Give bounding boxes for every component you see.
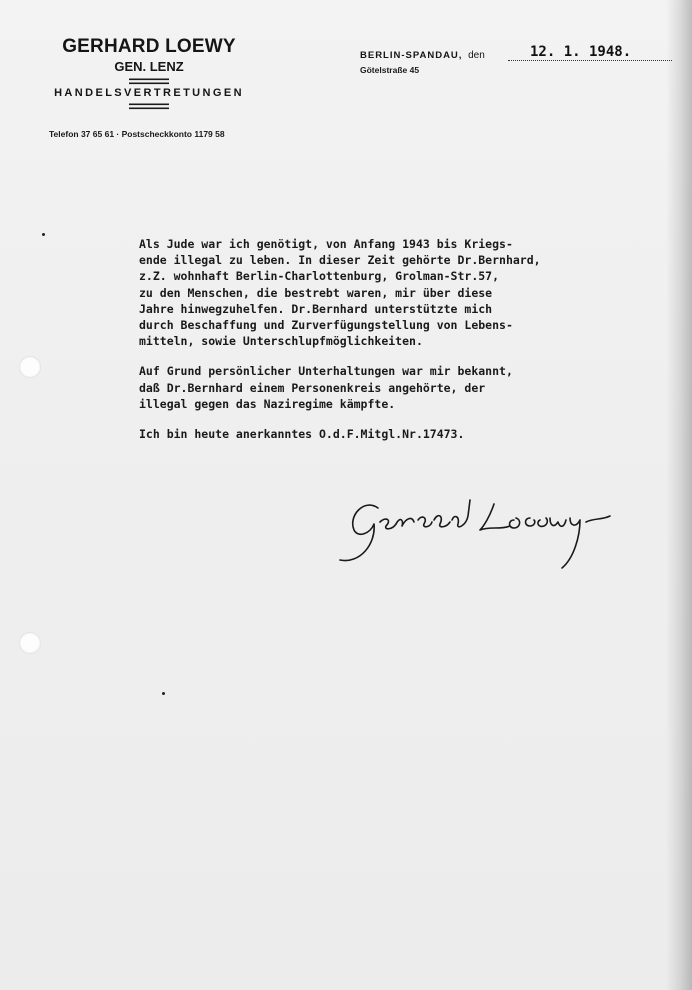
body-paragraph-1: Als Jude war ich genötigt, von Anfang 1943 bis Kriegs- ende illegal zu leben. In dieser Zeit gehörte Dr.Bernhard, z.Z. wohnhaft Berlin-Charlottenburg, Grolman-Str.57, zu den Menschen, die bestrebt waren, mir über diese Jahre hinwegzuhelfen. Dr.Bernhard unterstützte mich durch Beschaffung und Zurverfügungstellung von Lebens- mitteln, sowie Unterschlupfmöglichkeiten. [139, 237, 541, 349]
ornament-rule-icon [129, 103, 169, 110]
letterhead [49, 36, 249, 112]
company-name: GERHARD LOEWY [62, 36, 236, 57]
city: BERLIN-SPANDAU, [360, 50, 463, 61]
body-paragraph-2: Auf Grund persönlicher Unterhaltungen war mir bekannt, daß Dr.Bernhard einem Personenkreis angehörte, der illegal gegen das Naziregime kämpfte. [139, 364, 513, 411]
ornament-rule-icon [129, 78, 169, 85]
handwritten-signature [334, 486, 624, 576]
page-edge-shadow [666, 0, 692, 990]
letter-date: 12. 1. 1948. [530, 44, 632, 60]
place-date-block [360, 44, 670, 75]
den-label: den [468, 50, 485, 61]
street-address: Götelstraße 45 [360, 65, 420, 75]
body-paragraph-3: Ich bin heute anerkanntes O.d.F.Mitgl.Nr.17473. [139, 427, 465, 442]
punch-hole [19, 632, 41, 654]
company-subname: GEN. LENZ [114, 59, 184, 74]
ink-speck [42, 233, 45, 236]
date-dotted-line [508, 60, 672, 61]
letter-body [139, 236, 669, 456]
company-trade: HANDELSVERTRETUNGEN [54, 87, 244, 99]
punch-hole [19, 356, 41, 378]
contact-line: Telefon 37 65 61 · Postscheckkonto 1179 58 [49, 129, 225, 139]
ink-speck [162, 692, 165, 695]
